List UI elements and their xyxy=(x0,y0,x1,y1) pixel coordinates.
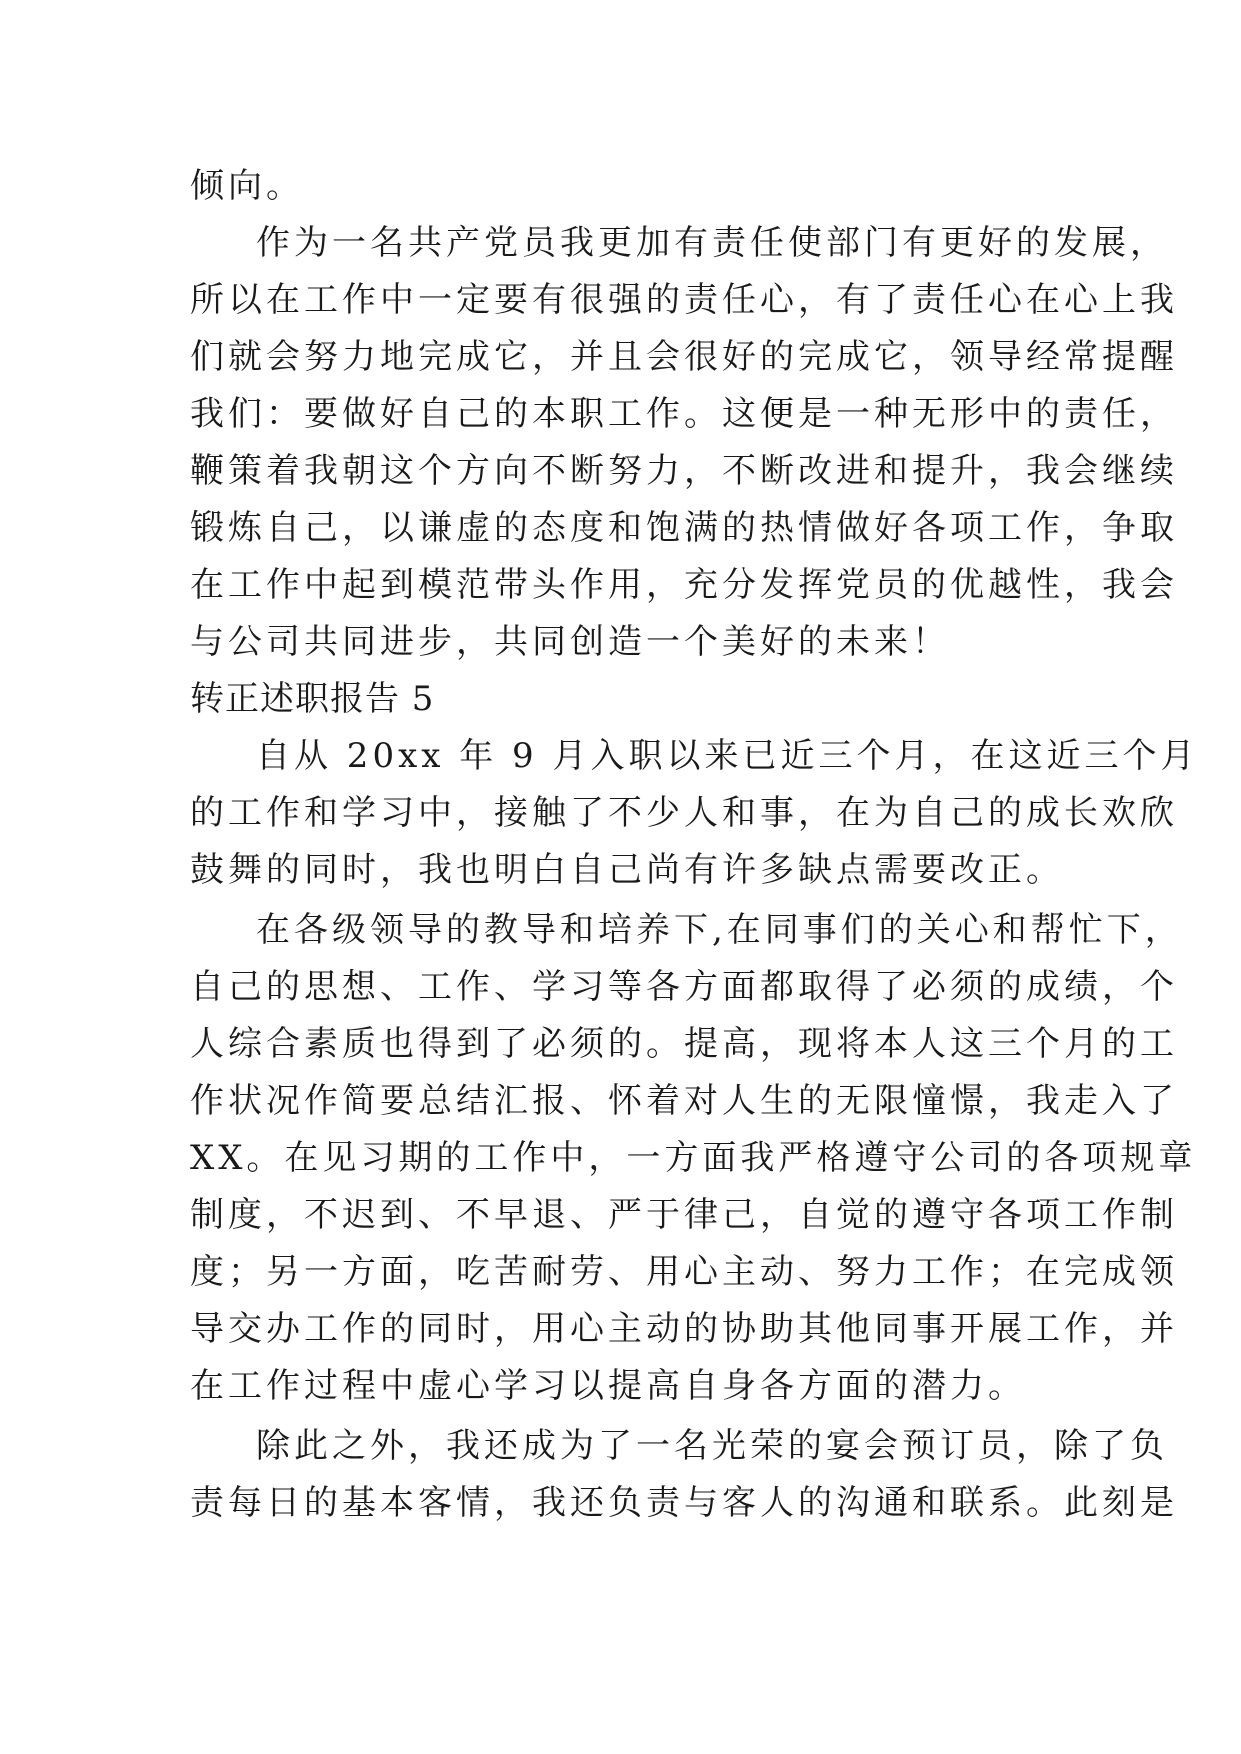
paragraph-line: 制度，不迟到、不早退、严于律己，自觉的遵守各项工作制 xyxy=(190,1195,1178,1235)
paragraph-line: 责每日的基本客情，我还负责与客人的沟通和联系。此刻是 xyxy=(190,1483,1178,1523)
paragraph-line: 们就会努力地完成它，并且会很好的完成它，领导经常提醒 xyxy=(190,337,1178,377)
paragraph-line: 鞭策着我朝这个方向不断努力，不断改进和提升，我会继续 xyxy=(190,451,1178,491)
paragraph-line: 度；另一方面，吃苦耐劳、用心主动、努力工作；在完成领 xyxy=(190,1252,1178,1292)
section-heading: 转正述职报告 5 xyxy=(190,679,435,719)
paragraph-line: 自己的思想、工作、学习等各方面都取得了必须的成绩，个 xyxy=(190,967,1178,1007)
paragraph-line: 的工作和学习中，接触了不少人和事，在为自己的成长欢欣 xyxy=(190,793,1178,833)
paragraph-line: 鼓舞的同时，我也明白自己尚有许多缺点需要改正。 xyxy=(190,850,1064,890)
paragraph-line: 作为一名共产党员我更加有责任使部门有更好的发展， xyxy=(256,223,1168,263)
paragraph-line: 与公司共同进步，共同创造一个美好的未来！ xyxy=(190,622,950,662)
paragraph-line: 导交办工作的同时，用心主动的协助其他同事开展工作，并 xyxy=(190,1309,1178,1349)
paragraph-line: 在工作中起到模范带头作用，充分发挥党员的优越性，我会 xyxy=(190,565,1178,605)
paragraph-line: 人综合素质也得到了必须的。提高，现将本人这三个月的工 xyxy=(190,1024,1178,1064)
paragraph-line: 在各级领导的教导和培养下,在同事们的关心和帮忙下， xyxy=(256,910,1183,950)
paragraph-line: 在工作过程中虚心学习以提高自身各方面的潜力。 xyxy=(190,1366,1026,1406)
paragraph-line: 我们：要做好自己的本职工作。这便是一种无形中的责任， xyxy=(190,394,1178,434)
paragraph-line: 作状况作简要总结汇报、怀着对人生的无限憧憬，我走入了 xyxy=(190,1081,1178,1121)
paragraph-line: XX。在见习期的工作中，一方面我严格遵守公司的各项规章 xyxy=(190,1138,1197,1178)
paragraph-line: 倾向。 xyxy=(190,166,304,206)
paragraph-line: 所以在工作中一定要有很强的责任心，有了责任心在心上我 xyxy=(190,280,1178,320)
paragraph-line: 锻炼自己，以谦虚的态度和饱满的热情做好各项工作，争取 xyxy=(190,508,1178,548)
paragraph-line: 自从 20xx 年 9 月入职以来已近三个月，在这近三个月 xyxy=(256,736,1199,776)
paragraph-line: 除此之外，我还成为了一名光荣的宴会预订员，除了负 xyxy=(256,1426,1168,1466)
